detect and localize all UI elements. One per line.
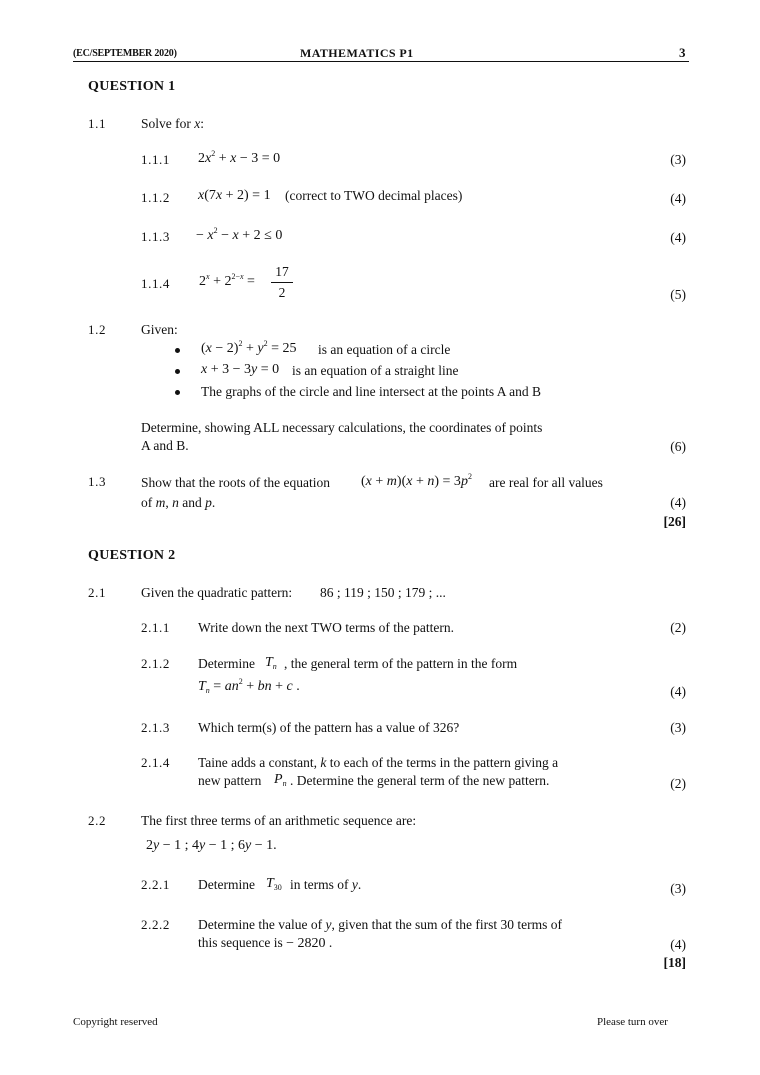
item-1-1-1-equation: $2x^2 + x - 3 = 0$	[198, 149, 281, 166]
item-2-2-2-number: 2.2.2	[141, 917, 170, 932]
item-2-1-2-text-pre: Determine	[198, 656, 255, 671]
item-1-1-2-equation: x(7x + 2) = 1	[198, 188, 271, 203]
section-1-3-text-pre: Show that the roots of the equation	[141, 475, 330, 490]
section-1-3-equation: $(x + m)(x + n) = 3p^2$	[361, 472, 472, 489]
section-1-3-mark: (4)	[670, 495, 686, 510]
item-2-1-3-text: Which term(s) of the pattern has a value of 326?	[198, 720, 460, 735]
section-2-2-terms: 2y − 1 ; 4y − 1 ; 6y − 1.	[146, 838, 277, 853]
bullet-3-text: The graphs of the circle and line intersect at the points A and B	[201, 384, 542, 399]
item-1-1-3-number: 1.1.3	[141, 229, 170, 244]
section-2-2-text: The first three terms of an arithmetic sequence are:	[141, 813, 417, 828]
item-2-1-2-number: 2.1.2	[141, 656, 170, 671]
section-1-3-line2: of m, n and p.	[141, 495, 216, 510]
item-1-1-3-mark: (4)	[670, 230, 686, 245]
item-2-1-4-pn-symbol: $P_n$	[274, 772, 287, 788]
page-number: 3	[679, 45, 686, 60]
item-2-2-2-line2: this sequence is − 2820 .	[198, 935, 333, 951]
bullet-2-line-equation: x + 3 − 3y = 0	[201, 362, 280, 377]
item-1-1-4-fraction-bar	[271, 282, 293, 283]
header-title: MATHEMATICS P1	[300, 46, 414, 60]
header-left: (EC/SEPTEMBER 2020)	[73, 48, 177, 59]
item-2-1-1-number: 2.1.1	[141, 620, 170, 635]
section-1-2-number: 1.2	[88, 322, 107, 337]
bullet-2-text: is an equation of a straight line	[292, 363, 459, 378]
item-2-2-2-mark: (4)	[670, 937, 686, 952]
section-1-1-text: Solve for x:	[141, 116, 205, 131]
section-2-1-number: 2.1	[88, 585, 107, 600]
item-1-1-1-mark: (3)	[670, 152, 686, 167]
section-1-2-instruction-line1: Determine, showing ALL necessary calculations, the coordinates of points	[141, 420, 543, 435]
item-2-1-3-mark: (3)	[670, 720, 686, 735]
section-1-2-given: Given:	[141, 322, 178, 337]
section-1-1-number: 1.1	[88, 116, 107, 131]
bullet-1	[175, 348, 180, 353]
item-2-1-4-line2-pre: new pattern	[198, 773, 262, 788]
section-2-1-pattern: 86 ; 119 ; 150 ; 179 ; ...	[320, 585, 446, 600]
bullet-2	[175, 369, 180, 374]
question-2-title: QUESTION 2	[88, 548, 176, 563]
item-2-2-1-number: 2.2.1	[141, 877, 170, 892]
question-2-total: [18]	[663, 955, 686, 970]
bullet-1-circle-equation: $(x - 2)^2 + y^2 = 25$	[201, 339, 297, 356]
section-1-2-instruction-line2: A and B.	[141, 438, 189, 453]
item-1-1-4-mark: (5)	[670, 287, 686, 302]
item-2-1-1-text: Write down the next TWO terms of the pattern.	[198, 620, 455, 635]
item-1-1-1-number: 1.1.1	[141, 152, 170, 167]
item-2-2-2-line1: Determine the value of y, given that the sum of the first 30 terms of	[198, 917, 563, 932]
section-1-3-text-post: are real for all values	[489, 475, 603, 490]
section-2-1-text: Given the quadratic pattern:	[141, 585, 293, 600]
question-1-title: QUESTION 1	[88, 79, 176, 94]
section-1-3-number: 1.3	[88, 474, 107, 489]
item-2-1-4-line1: Taine adds a constant, k to each of the terms in the pattern giving a	[198, 755, 559, 770]
footer-turn-over: Please turn over	[597, 1016, 668, 1028]
item-1-1-2-note: (correct to TWO decimal places)	[285, 188, 463, 203]
item-2-1-2-general-form: $T_n = an^2$ + bn + c .	[198, 677, 300, 695]
item-2-1-1-mark: (2)	[670, 620, 686, 635]
item-2-2-1-t30-symbol: $T_{30}$	[266, 876, 282, 892]
section-2-2-number: 2.2	[88, 813, 107, 828]
item-2-1-4-line2-post: . Determine the general term of the new pattern.	[290, 773, 550, 788]
footer-copyright: Copyright reserved	[73, 1016, 158, 1028]
bullet-1-text: is an equation of a circle	[318, 342, 451, 357]
item-1-1-2-mark: (4)	[670, 191, 686, 206]
bullet-3	[175, 390, 180, 395]
item-2-1-2-text-post: , the general term of the pattern in the form	[284, 656, 518, 671]
item-2-1-4-mark: (2)	[670, 776, 686, 791]
item-2-1-3-number: 2.1.3	[141, 720, 170, 735]
section-1-2-mark: (6)	[670, 439, 686, 454]
item-2-1-4-number: 2.1.4	[141, 755, 170, 770]
item-2-2-1-text-pre: Determine	[198, 877, 255, 892]
question-1-total: [26]	[663, 514, 686, 529]
item-2-2-1-text-post: in terms of y.	[290, 877, 362, 892]
header-rule	[73, 61, 689, 62]
item-1-1-4-equation: $2^x + 2^{2-x}$ =	[199, 272, 255, 289]
item-2-2-1-mark: (3)	[670, 881, 686, 896]
item-2-1-2-tn-symbol: $T_n$	[265, 655, 277, 671]
item-1-1-4-numerator: 17	[275, 264, 289, 279]
item-1-1-2-number: 1.1.2	[141, 190, 170, 205]
item-2-1-2-mark: (4)	[670, 684, 686, 699]
item-1-1-4-denominator: 2	[278, 285, 286, 300]
item-1-1-4-number: 1.1.4	[141, 276, 170, 291]
item-1-1-3-inequality: − $x^2 - x + 2 \le 0$	[196, 226, 283, 243]
